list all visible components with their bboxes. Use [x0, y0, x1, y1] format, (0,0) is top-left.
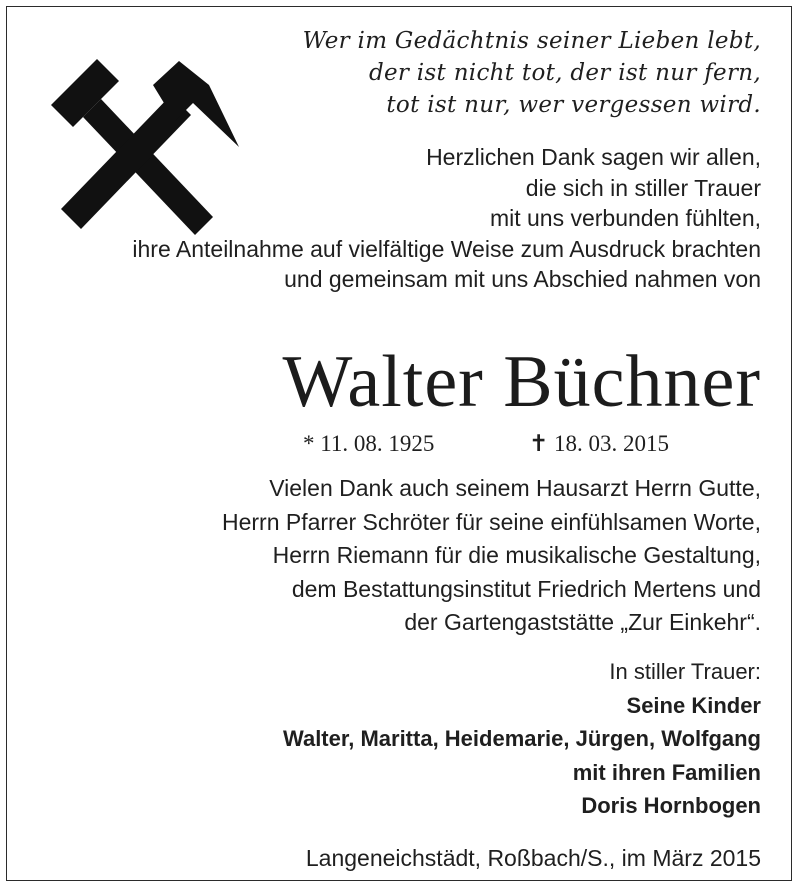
thanks-line: mit uns verbunden fühlten, [489, 205, 761, 231]
additional-thanks-line: Herrn Riemann für die musikalische Gestaltung, [272, 542, 761, 568]
life-dates [303, 427, 723, 461]
mourners [1, 655, 761, 823]
mourner-line: Walter, Maritta, Heidemarie, Jürgen, Wolfgang [283, 726, 761, 751]
poem-line: tot ist nur, wer vergessen wird. [386, 92, 761, 118]
place-and-date: Langeneichstädt, Roßbach/S., im März 2015 [305, 845, 761, 871]
obituary-frame [6, 6, 792, 881]
additional-thanks [1, 472, 761, 640]
thanks-line: ihre Anteilnahme auf vielfältige Weise zum Ausdruck brachten [132, 235, 761, 262]
thanks-line: die sich in stiller Trauer [525, 174, 761, 201]
mourners-intro: In stiller Trauer: [609, 659, 761, 684]
death-date: ✝ 18. 03. 2015 [529, 431, 670, 456]
mourner-line: Doris Hornbogen [581, 793, 761, 818]
thanks-line: Herzlichen Dank sagen wir allen, [426, 144, 761, 170]
mourner-line: mit ihren Familien [572, 759, 761, 785]
birth-date: * 11. 08. 1925 [303, 431, 435, 456]
poem [161, 25, 761, 121]
deceased-name: Walter Büchner [282, 341, 761, 423]
additional-thanks-line: Vielen Dank auch seinem Hausarzt Herrn Gutte, [269, 475, 761, 501]
additional-thanks-line: Herrn Pfarrer Schröter für seine einfühlsamen Worte, [221, 508, 761, 535]
thanks-paragraph [1, 142, 761, 295]
mourner-line: Seine Kinder [626, 692, 761, 718]
poem-line: der ist nicht tot, der ist nur fern, [368, 60, 761, 86]
poem-line: Wer im Gedächtnis seiner Lieben lebt, [302, 28, 761, 54]
additional-thanks-line: dem Bestattungsinstitut Friedrich Mertens und [291, 575, 761, 602]
additional-thanks-line: der Gartengaststätte „Zur Einkehr“. [404, 609, 761, 635]
thanks-line: und gemeinsam mit uns Abschied nahmen von [284, 266, 761, 292]
